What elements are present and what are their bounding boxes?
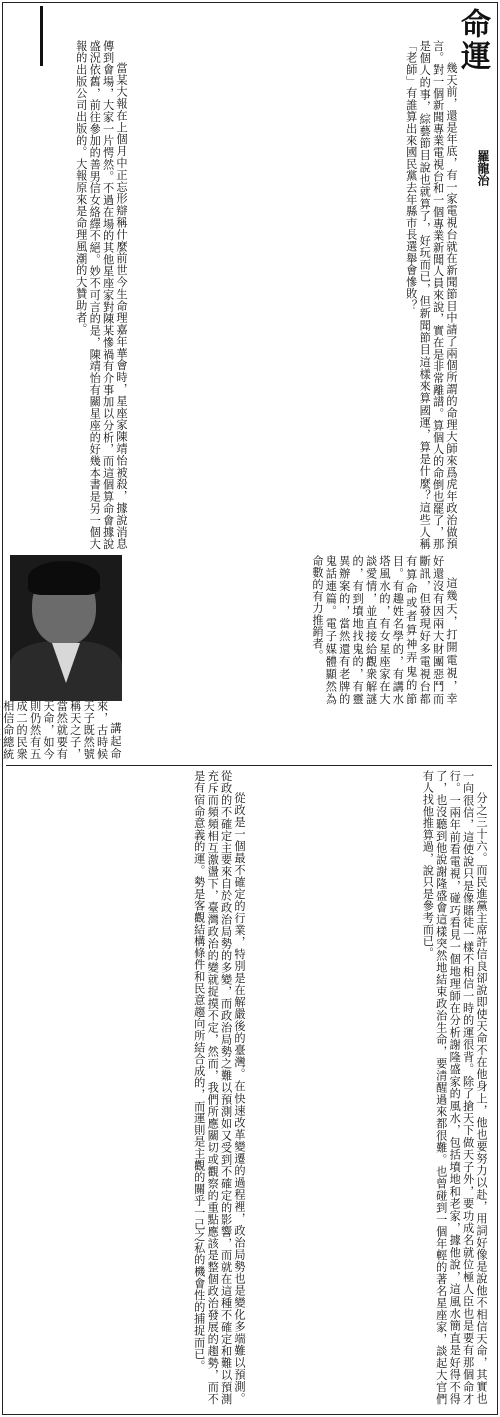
author-photo xyxy=(10,555,122,695)
article-column: 講起命來，古時候天子既然號稱天之子，當然就要有天命，如今則仍然有五成二的民衆相信命總統 xyxy=(1,700,122,760)
article-column: 這幾天，打開電視，幸好還沒有因兩大財團惡鬥而斷訊，但發現好多電視台都有算命或者算神弄鬼的節目。有趣姓名學的，有講水塔風水的，有女星座家在大談愛情，並直接給觀衆解謎的，有到墳地找鬼的，有靈異辦案的，當然還有老牌的鬼話連篇。電子媒體顯然為命數的有力推銷者。 xyxy=(310,555,458,705)
divider xyxy=(6,765,492,766)
article-column: 當某大報在上個月中正忘形辯稱什麼前世今生命理嘉年華會時，星座家陳靖怡被殺，據說消息傳到會場，大家一片愕然。不過在場的其他星座家對陳某慘禍有介事加以分析，而這個算命會據說盛況依舊，前往參加的善男信女絡繹不絕。妙不可言的是，陳靖怡有關星座的好幾本書是另一個大報的出版公司出版的。大報原來是命理風潮的大贊助者。 xyxy=(74,40,128,550)
article-column: 幾天前，還是年底，有一家電視台就在新聞節目中請了兩個所謂的命理大師來爲虎年政治做預言。對一個新聞專業電視台和一個專業新聞人員來說，實在是非常離譜。算個人的命倒也罷了，那是個人的事，綜藝節目說也就算了，好玩而已，但新聞節目這樣來算國運，算是什麼？這些人稱「老師」有誰算出來國民黨去年縣市長選舉會慘敗？ xyxy=(404,40,458,550)
article-byline: 羅龍治 xyxy=(476,150,490,186)
article-title: 命運 xyxy=(455,8,490,72)
article-column: 從政是一個最不確定的行業，特別是在解嚴後的臺灣。在快速改革變遷的過程裡，政治局勢也是變化多端難以預測。從政的不確定主要來自於政治局勢的多變，而政治局勢之難以預測如又受到不確定的影響，而就在這種不確定和難以預測充斥而頻頻相互激盪下，臺灣政治的變就捉摸不定，然而，我們所應關切或觀察的重點應該是整個政治發展的趨勢，而不是有宿命意義的運。勢是客觀結構條件和民意趨向所結合成的，而運則是主觀的關乎一己之私的機會性的捕捉而已。 xyxy=(192,770,246,1405)
article-column: 分之三十六。而民進黨主席許信良卻說即使天命不在他身上，他也要努力以赴，用詞好像是說他不相信天命，其實也一向很信，這使說只是像賭徒一樣不相信一時的運很背。除了搶天下做天子外，要功成名就位極人臣也是要有那個命才行。一兩年前看電視，碰巧看見一個地理師在分析謝隆盛家的風水，包括墳地和老家，據他說，這風水簡直是好得不得了，也沒聽到他說謝隆盛會這樣突然地結束政治生命，要清醒過來都很難。也曾碰到一個年輕的著名星座家，談起大官們有人找他推算過，說只是參考而已。 xyxy=(421,770,488,1405)
